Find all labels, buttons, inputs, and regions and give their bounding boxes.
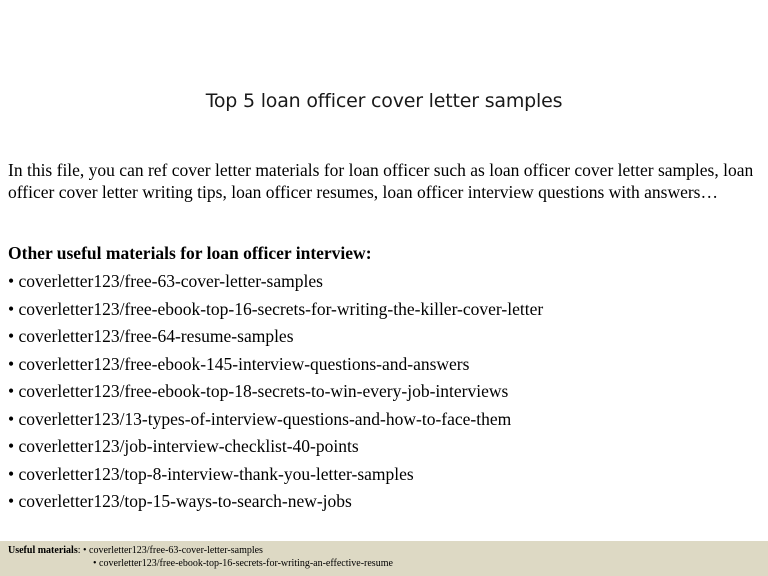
material-link-item[interactable]: • coverletter123/free-63-cover-letter-samples: [8, 271, 323, 291]
footer-separator: :: [77, 545, 83, 556]
intro-paragraph: In this file, you can ref cover letter materials for loan officer such as loan officer cover letter samples, loan officer cover letter writing tips, loan officer resumes, loan officer interview questions with answers…: [8, 160, 754, 202]
materials-list: [8, 268, 543, 516]
materials-heading: Other useful materials for loan officer interview:: [8, 243, 372, 263]
footer-row: [93, 558, 393, 570]
footer-link-item[interactable]: • coverletter123/free-63-cover-letter-samples: [83, 545, 263, 556]
footer-label: Useful materials: [8, 545, 78, 556]
material-link-item[interactable]: • coverletter123/free-ebook-top-18-secrets-to-win-every-job-interviews: [8, 381, 509, 401]
material-link-item[interactable]: • coverletter123/13-types-of-interview-questions-and-how-to-face-them: [8, 408, 512, 429]
material-link-item[interactable]: • coverletter123/free-ebook-145-interview-questions-and-answers: [8, 353, 470, 374]
material-link-item[interactable]: • coverletter123/job-interview-checklist-40-points: [8, 436, 359, 456]
footer-row: [8, 545, 263, 557]
material-link-item[interactable]: • coverletter123/top-8-interview-thank-you-letter-samples: [8, 463, 414, 484]
footer-bar: [0, 541, 768, 576]
page-title: Top 5 loan officer cover letter samples: [205, 90, 563, 112]
material-link-item[interactable]: • coverletter123/free-64-resume-samples: [8, 326, 294, 346]
material-link-item[interactable]: • coverletter123/top-15-ways-to-search-new-jobs: [8, 491, 352, 511]
material-link-item[interactable]: • coverletter123/free-ebook-top-16-secrets-for-writing-the-killer-cover-letter: [8, 298, 544, 319]
footer-link-item[interactable]: • coverletter123/free-ebook-top-16-secrets-for-writing-an-effective-resume: [93, 558, 393, 569]
